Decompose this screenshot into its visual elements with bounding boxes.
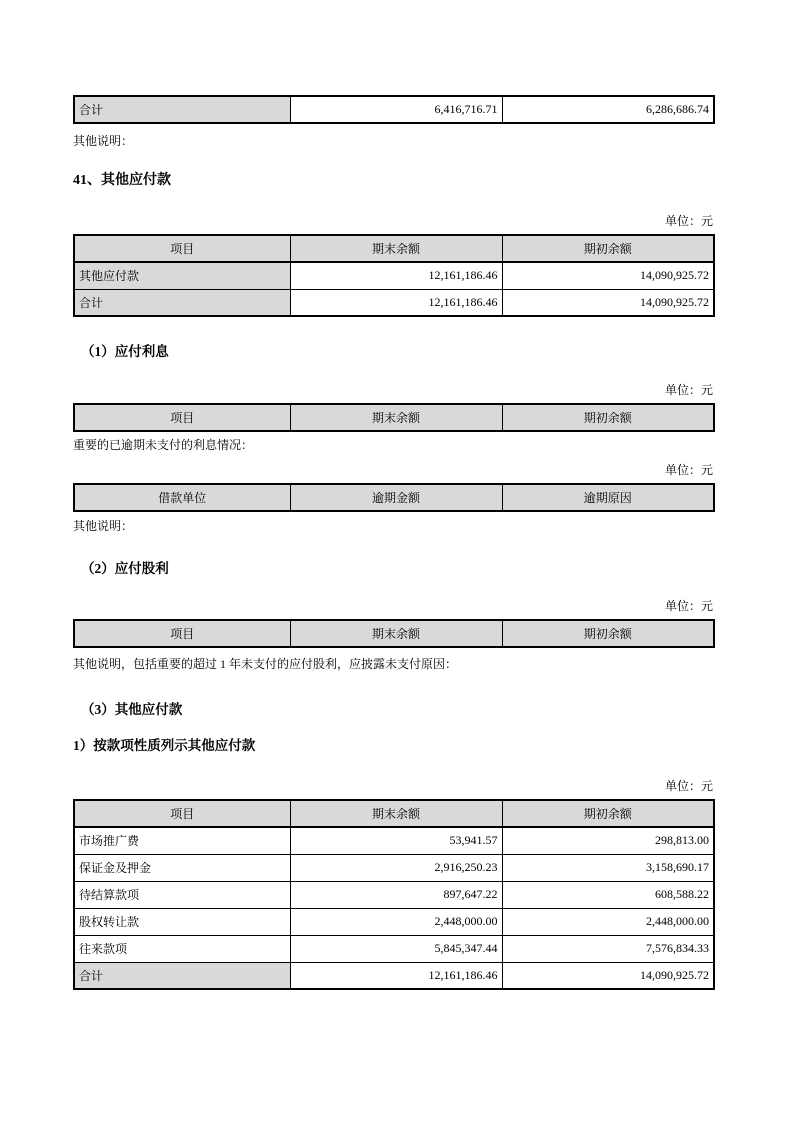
ending-balance-value: 2,448,000.00 — [290, 908, 502, 935]
beginning-balance-value: 2,448,000.00 — [502, 908, 714, 935]
beginning-balance-value: 3,158,690.17 — [502, 854, 714, 881]
ending-balance-value: 6,416,716.71 — [290, 96, 502, 123]
subsection-3-heading: （3）其他应付款 — [81, 702, 183, 717]
previous-section-total-table — [73, 95, 715, 124]
ending-balance-value: 53,941.57 — [290, 827, 502, 854]
table-row-total — [74, 962, 714, 989]
col-header-beginning-balance: 期初余额 — [502, 800, 714, 827]
dividends-payable-table — [73, 619, 715, 648]
page-content — [73, 95, 713, 990]
row-label: 保证金及押金 — [74, 854, 290, 881]
beginning-balance-value: 298,813.00 — [502, 827, 714, 854]
col-header-ending-balance: 期末余额 — [290, 620, 502, 647]
beginning-balance-value: 6,286,686.74 — [502, 96, 714, 123]
row-label: 待结算款项 — [74, 881, 290, 908]
ending-balance-value: 2,916,250.23 — [290, 854, 502, 881]
table-header-row — [74, 484, 714, 511]
beginning-balance-value: 608,588.22 — [502, 881, 714, 908]
row-label-total: 合计 — [74, 962, 290, 989]
col-header-overdue-amount: 逾期金额 — [290, 484, 502, 511]
other-note-top: 其他说明： — [73, 134, 134, 148]
col-header-item: 项目 — [74, 620, 290, 647]
subsection-2-heading: （2）应付股利 — [81, 561, 169, 576]
unit-label: 单位：元 — [664, 383, 713, 397]
row-label: 市场推广费 — [74, 827, 290, 854]
col-header-item: 项目 — [74, 800, 290, 827]
row-label: 往来款项 — [74, 935, 290, 962]
subsection-3-item-1-heading: 1）按款项性质列示其他应付款 — [73, 738, 256, 753]
row-label: 其他应付款 — [74, 262, 290, 289]
ending-balance-value: 12,161,186.46 — [290, 962, 502, 989]
ending-balance-value: 5,845,347.44 — [290, 935, 502, 962]
subsection-1-heading: （1）应付利息 — [81, 344, 169, 359]
overdue-interest-note: 重要的已逾期未支付的利息情况： — [73, 438, 254, 452]
table-header-row — [74, 235, 714, 262]
other-payables-summary-table — [73, 234, 715, 317]
section-41-heading: 41、其他应付款 — [73, 173, 171, 188]
overdue-interest-table — [73, 483, 715, 512]
table-row — [74, 96, 714, 123]
interest-payable-table — [73, 403, 715, 432]
table-row — [74, 854, 714, 881]
table-row — [74, 935, 714, 962]
row-label: 股权转让款 — [74, 908, 290, 935]
table-row — [74, 262, 714, 289]
ending-balance-value: 12,161,186.46 — [290, 262, 502, 289]
table-row — [74, 881, 714, 908]
col-header-borrower: 借款单位 — [74, 484, 290, 511]
col-header-ending-balance: 期末余额 — [290, 800, 502, 827]
col-header-ending-balance: 期末余额 — [290, 404, 502, 431]
table-header-row — [74, 404, 714, 431]
unit-label: 单位：元 — [664, 463, 713, 477]
col-header-overdue-reason: 逾期原因 — [502, 484, 714, 511]
table-header-row — [74, 800, 714, 827]
table-row — [74, 908, 714, 935]
row-label-total: 合计 — [74, 96, 290, 123]
col-header-ending-balance: 期末余额 — [290, 235, 502, 262]
other-note-mid: 其他说明： — [73, 519, 134, 533]
other-payables-by-nature-table — [73, 799, 715, 990]
table-row-total — [74, 289, 714, 316]
row-label-total: 合计 — [74, 289, 290, 316]
table-header-row — [74, 620, 714, 647]
beginning-balance-value: 14,090,925.72 — [502, 289, 714, 316]
dividend-note: 其他说明，包括重要的超过 1 年未支付的应付股利，应披露未支付原因： — [73, 657, 458, 671]
col-header-item: 项目 — [74, 404, 290, 431]
col-header-item: 项目 — [74, 235, 290, 262]
beginning-balance-value: 7,576,834.33 — [502, 935, 714, 962]
col-header-beginning-balance: 期初余额 — [502, 235, 714, 262]
col-header-beginning-balance: 期初余额 — [502, 620, 714, 647]
unit-label: 单位：元 — [664, 214, 713, 228]
col-header-beginning-balance: 期初余额 — [502, 404, 714, 431]
ending-balance-value: 12,161,186.46 — [290, 289, 502, 316]
table-row — [74, 827, 714, 854]
unit-label: 单位：元 — [664, 599, 713, 613]
unit-label: 单位：元 — [664, 779, 713, 793]
beginning-balance-value: 14,090,925.72 — [502, 962, 714, 989]
beginning-balance-value: 14,090,925.72 — [502, 262, 714, 289]
ending-balance-value: 897,647.22 — [290, 881, 502, 908]
